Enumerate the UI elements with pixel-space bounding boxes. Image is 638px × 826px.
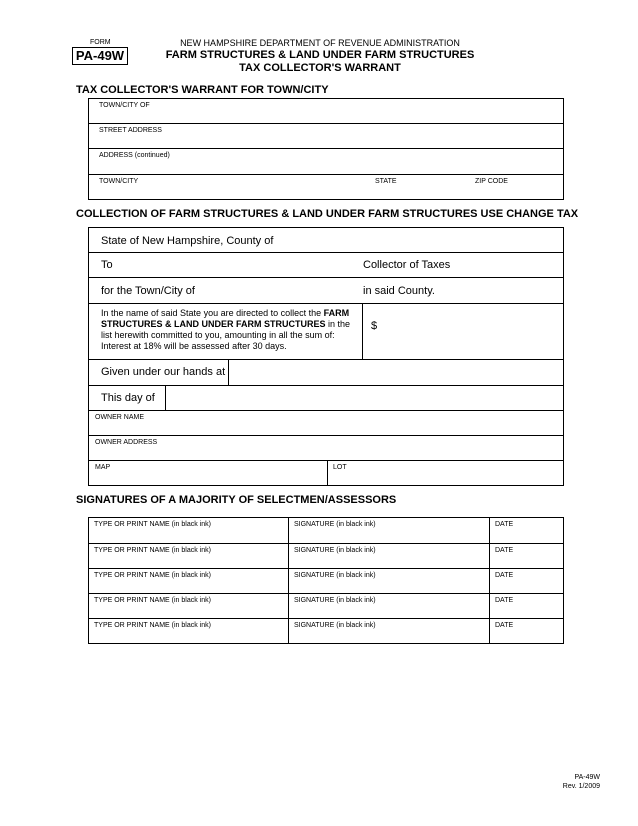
date-label: DATE (495, 572, 514, 579)
town-city-of-field[interactable] (89, 99, 563, 124)
lot-label: LOT (333, 464, 347, 471)
county-label: State of New Hampshire, County of (101, 235, 274, 247)
print-name-label: TYPE OR PRINT NAME (in black ink) (94, 597, 211, 604)
department-name: NEW HAMPSHIRE DEPARTMENT OF REVENUE ADMINISTRATION (180, 38, 460, 48)
form-label: FORM (90, 39, 111, 46)
collector-of-taxes-label: Collector of Taxes (363, 259, 451, 271)
owner-name-label: OWNER NAME (95, 414, 144, 421)
signature-label: SIGNATURE (in black ink) (294, 597, 376, 604)
signature-label: SIGNATURE (in black ink) (294, 572, 376, 579)
form-title-line2: TAX COLLECTOR'S WARRANT (239, 62, 401, 74)
street-address-field[interactable] (89, 124, 563, 149)
owner-address-field[interactable] (89, 436, 563, 461)
date-label: DATE (495, 597, 514, 604)
this-day-input[interactable] (167, 386, 563, 410)
given-under-row (89, 360, 563, 386)
owner-name-field[interactable] (89, 411, 563, 436)
signature-row[interactable] (89, 594, 563, 619)
directive-paragraph: In the name of said State you are directed to collect the FARM STRUCTURES & LAND UNDER FARM STRUCTURES in the list herewith committed to you, amounting in all the sum of: Interest at 18% will be assessed after 30 days. (101, 308, 351, 351)
town-city-of-label: TOWN/CITY OF (99, 102, 150, 109)
amount-row (89, 304, 563, 360)
this-day-of-label: This day of (101, 392, 155, 404)
town-city-label: TOWN/CITY (99, 178, 139, 185)
date-label: DATE (495, 547, 514, 554)
to-label: To (101, 259, 113, 271)
address-continued-field[interactable] (89, 149, 563, 175)
amount-input[interactable] (379, 306, 561, 357)
in-said-county-label: in said County. (363, 285, 435, 297)
town-state-zip-row[interactable] (89, 175, 563, 199)
town-county-row[interactable] (89, 278, 563, 304)
form-title-line1: FARM STRUCTURES & LAND UNDER FARM STRUCTURES (165, 49, 475, 61)
address-continued-label: ADDRESS (continued) (99, 152, 170, 159)
state-label: STATE (375, 178, 397, 185)
taxpayer-address-box (88, 98, 564, 200)
form-number: PA-49W (72, 47, 128, 65)
map-lot-row[interactable] (89, 461, 563, 485)
section1-heading: TAX COLLECTOR'S WARRANT FOR TOWN/CITY (76, 84, 329, 96)
street-address-label: STREET ADDRESS (99, 127, 162, 134)
signature-row[interactable] (89, 569, 563, 594)
signature-row[interactable] (89, 544, 563, 569)
map-label: MAP (95, 464, 111, 471)
print-name-label: TYPE OR PRINT NAME (in black ink) (94, 622, 211, 629)
print-name-label: TYPE OR PRINT NAME (in black ink) (94, 521, 211, 528)
zip-code-label: ZIP CODE (475, 178, 508, 185)
signature-label: SIGNATURE (in black ink) (294, 547, 376, 554)
given-under-label: Given under our hands at (101, 366, 226, 378)
signature-row[interactable] (89, 619, 563, 643)
footer-form-number: PA-49W (574, 774, 600, 781)
given-under-input[interactable] (230, 360, 563, 385)
dollar-sign: $ (371, 320, 378, 332)
for-town-city-label: for the Town/City of (101, 285, 195, 297)
collector-row[interactable] (89, 253, 563, 278)
owner-address-label: OWNER ADDRESS (95, 439, 158, 446)
section2-heading: COLLECTION OF FARM STRUCTURES & LAND UNDER FARM STRUCTURES USE CHANGE TAX (76, 208, 579, 220)
date-label: DATE (495, 521, 514, 528)
this-day-row (89, 386, 563, 411)
signature-label: SIGNATURE (in black ink) (294, 622, 376, 629)
signature-row[interactable] (89, 518, 563, 544)
warrant-box (88, 227, 564, 486)
date-label: DATE (495, 622, 514, 629)
signature-label: SIGNATURE (in black ink) (294, 521, 376, 528)
county-row[interactable] (89, 228, 563, 253)
print-name-label: TYPE OR PRINT NAME (in black ink) (94, 572, 211, 579)
section3-heading: SIGNATURES OF A MAJORITY OF SELECTMEN/ASSESSORS (76, 494, 397, 506)
signatures-table (88, 517, 564, 644)
print-name-label: TYPE OR PRINT NAME (in black ink) (94, 547, 211, 554)
footer-revision: Rev. 1/2009 (562, 783, 600, 790)
